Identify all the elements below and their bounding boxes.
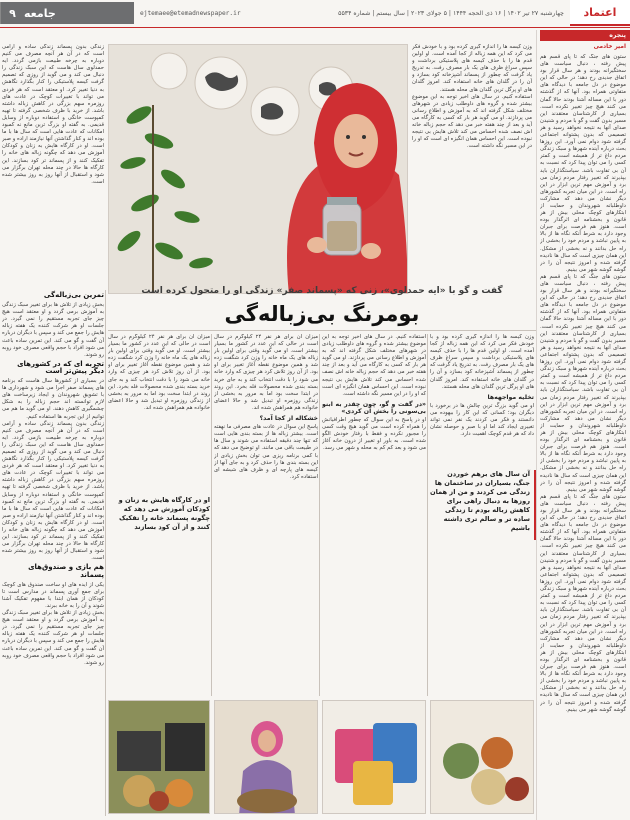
page-number: ۹ (0, 2, 24, 24)
article-headline[interactable]: بومرنگ بی‌زباله‌گی (224, 302, 420, 326)
pullquote-bar (534, 470, 536, 540)
pullquote-2: آن سال های برهم خوردن جنگ، بسیاران در ساختمان ها زندگی می کردند و من از همان روزها به دنبال راهی برای کاهش زباله بودم تا زندگی ساده تر و سالم تری داشته باشیم (430, 470, 530, 532)
logo-text: اعتماد (583, 5, 617, 19)
body-column-5 (2, 290, 104, 816)
intro-right-column (412, 44, 532, 284)
article-kicker: گفت و گو با «ایه حمدلوی»، زنی که «پسماند صفر» زندگی او را متحول کرده است (141, 286, 503, 296)
intro-text: زندگی بدون پسماند زندگی ساده و آرامی است که در آن هر آنچه مصرف می کنیم دوباره به چرخه طبیعت بازمی گردد. ایه حمدلوی سال هاست که این سبک زندگی را دنبال می کند و می گوید از روزی که تصمیم گرفت کیسه پلاستیکی را کنار بگذارد نگاهش به دنیا تغییر کرد. او معتقد است که هر فردی می تواند با تغییرات کوچک در عادت های روزمره سهم بزرگی در کاهش زباله داشته باشد. از خرید با ظرف شخصی گرفته تا تهیه کمپوست خانگی و استفاده دوباره از وسایل قدیمی. به گفته او بزرگ ترین مانع نه کمبود امکانات که عادت هایی است که سال ها با ما بوده اند و کنار گذاشتن آنها نیازمند اراده و صبر است. او در کارگاه هایش به زنان و کودکان آموزش می دهد که چگونه زباله های خانه را تفکیک کنند و از پسماند تر کود بسازند. این کارگاه ها حالا در چند محله تهران برگزار می شود و استقبال از آنها روز به روز بیشتر شده است. (2, 44, 104, 185)
subhead-where-from: خشکاله از کجا آمد؟ (259, 415, 318, 423)
feature-photo[interactable] (108, 44, 408, 294)
section-email[interactable]: ejtemaee@etemadnewspaper.ir (140, 9, 241, 17)
column-body (540, 54, 626, 814)
woman-compost-illustration (215, 701, 318, 814)
portrait-illustration (109, 45, 408, 294)
column-rule (427, 334, 428, 696)
subhead-conversation: «در گفت و گو، چون چقدر به ابنو بی‌سونی را بخش آن کردی» (322, 400, 426, 415)
body-column-1-text: وزن کیسه ها را اندازه گیری کرده بود و با خودش فکر می کرد که این همه زباله از کجا آمده است. او اولین قدم ها را با حذف کیسه های پلاستیکی برداشت و سپس سراغ ظرف های یک بار مصرف رفت. به تدریج یاد گرفت که چطور از پسماند آشپزخانه کود بسازد و آن را در گلدان های خانه استفاده کند. امروز گلدان های او پرگل ترین گلدان های محله هستند. (430, 334, 534, 390)
intro-column (2, 44, 104, 284)
body-column-2-text: استفاده کنیم. در سال های اخیر توجه به این موضوع بیشتر شده و گروه های داوطلب زیادی در شهرهای مختلف شکل گرفته اند که به آموزش و اطلاع رسانی می پردازند. او می گوید هر بار که کسی به کارگاه می آید و بعد از چند هفته خبر می دهد که حجم زباله خانه اش نصف شده احساس می کند تلاش هایش بی نتیجه نبوده است. این احساس همان انگیزه ای است که او را در این مسیر نگه داشته است. (322, 334, 426, 397)
photo-cloth-bags[interactable] (322, 700, 426, 814)
photo-compost-bins[interactable] (108, 700, 210, 814)
column-author: امیر خادمی (593, 44, 626, 50)
subhead-other-countries: تجربه ای که در کشورهای دیگر پیش‌تر است (17, 359, 104, 375)
header-rule (0, 27, 630, 28)
photo-glass-jars[interactable] (430, 700, 534, 814)
body-column-3-text-2: پاسخ این سوال در عادت های مصرفی ما نهفته است. بیشتر زباله ها از بسته بندی هایی است که تنها چند دقیقه استفاده می شوند و سال ها در طبیعت باقی می مانند. او توضیح می دهد که با کمی برنامه ریزی می توان بخش زیادی از این بسته بندی ها را حذف کرد و به جای آنها از کیسه های پارچه ای و ظرف های شیشه ای استفاده کرد. (214, 424, 318, 480)
compost-illustration (109, 701, 210, 814)
subhead-practice: تمرین بی‌زباله‌گی (43, 291, 104, 299)
body-column-5-text-3: زندگی بدون پسماند زندگی ساده و آرامی است که در آن هر آنچه مصرف می کنیم دوباره به چرخه طبیعت بازمی گردد. ایه حمدلوی سال هاست که این سبک زندگی را دنبال می کند و می گوید از روزی که تصمیم گرفت کیسه پلاستیکی را کنار بگذارد نگاهش به دنیا تغییر کرد. او معتقد است که هر فردی می تواند با تغییرات کوچک در عادت های روزمره سهم بزرگی در کاهش زباله داشته باشد. از خرید با ظرف شخصی گرفته تا تهیه کمپوست خانگی و استفاده دوباره از وسایل قدیمی. به گفته او بزرگ ترین مانع نه کمبود امکانات که عادت هایی است که سال ها با ما بوده اند و کنار گذاشتن آنها نیازمند اراده و صبر است. او در کارگاه هایش به زنان و کودکان آموزش می دهد که چگونه زباله های خانه را تفکیک کنند و از پسماند تر کود بسازند. این کارگاه ها حالا در چند محله تهران برگزار می شود و استقبال از آنها روز به روز بیشتر شده است. (2, 420, 104, 562)
intro-right-text-2: استفاده کنیم. در سال های اخیر توجه به این موضوع بیشتر شده و گروه های داوطلب زیادی در شهرهای مختلف شکل گرفته اند که به آموزش و اطلاع رسانی می پردازند. او می گوید هر بار که کسی به کارگاه می آید و بعد از چند هفته خبر می دهد که حجم زباله خانه اش نصف شده احساس می کند تلاش هایش بی نتیجه نبوده است. این احساس همان انگیزه ای است که او را در این مسیر نگه داشته است. (412, 93, 532, 150)
body-column-2-text-2: او در پاسخ به این سوال که چطور اطرافیانش را همراه کرده است می گوید هیچ وقت کسی را مجبور نکرده و فقط با رفتار خودش الگو شده است. به باور او تغییر از درون خانه آغاز می شود و بعد کم کم به محله و شهر می رسد. (322, 417, 426, 452)
body-column-5-text-5: بخش زیادی از تلاش ها برای تغییر سبک زندگی به آموزش برمی گردد و او معتقد است هیچ چیز جای تجربه مستقیم را نمی گیرد. در جلسات او هر شرکت کننده یک هفته زباله هایش را جمع می کند و سپس با دیگران درباره آن گفت و گو می کند. این تمرین ساده باعث می شود افراد با حجم واقعی مصرف خود روبه رو شوند. (2, 610, 104, 666)
page-header (0, 0, 630, 26)
pullquote-1: او در کارگاه هایش به زنان و کودکان آموزش می دهد که چگونه پسماند خانه را تفکیک کنند و از آن کود بسازند (118, 496, 210, 531)
body-column-5-text-4: یکی از ایده های او ساخت صندوق های کوچک برای جمع آوری پسماند در مدارس است تا کودکان از همان ابتدا با مفهوم تفکیک آشنا شوند و آن را به خانه ببرند. (2, 581, 104, 609)
newspaper-logo[interactable] (570, 0, 630, 26)
body-column-5-text-2: در بسیاری از کشورها سال هاست که برنامه های پسماند صفر اجرا می شود و شهرداری ها با تشویق شهروندان و ایجاد زیرساخت های لازم توانسته اند حجم زباله را به شکل چشمگیری کاهش دهند. او می گوید ما هم می توانیم از این تجربه ها استفاده کنیم. (2, 378, 104, 420)
intro-right-text: وزن کیسه ها را اندازه گیری کرده بود و با خودش فکر می کرد که این همه زباله از کجا آمده است. او اولین قدم ها را با حذف کیسه های پلاستیکی برداشت و سپس سراغ ظرف های یک بار مصرف رفت. به تدریج یاد گرفت که چطور از پسماند آشپزخانه کود بسازد و آن را در گلدان های خانه استفاده کند. امروز گلدان های او پرگل ترین گلدان های محله هستند. (412, 44, 532, 93)
column-rule (105, 290, 106, 816)
body-column-5-text: بخش زیادی از تلاش ها برای تغییر سبک زندگی به آموزش برمی گردد و او معتقد است هیچ چیز جای تجربه مستقیم را نمی گیرد. در جلسات او هر شرکت کننده یک هفته زباله هایش را جمع می کند و سپس با دیگران درباره آن گفت و گو می کند. این تمرین ساده باعث می شود افراد با حجم واقعی مصرف خود روبه رو شوند. (2, 302, 104, 358)
headline-rule (108, 330, 536, 331)
body-column-4-text: میزان آن برای هر نفر ۲۴ کیلوگرم در سال است در حالی که این عدد در کشور ما بسیار بیشتر است. او می گوید وقتی برای اولین بار زباله های یک ماه خانه را وزن کرد شگفت زده شد و همین موضوع نقطه آغاز تغییر برای او بود. از آن روز تلاش کرد هر چیزی که وارد خانه می شود را با دقت انتخاب کند و به جای خرید بسته بندی شده محصولات فله بخرد. این روند در ابتدا سخت بود اما به مرور به بخشی از زندگی روزمره او تبدیل شد و حالا اعضای خانواده هم همراهش شده اند. (108, 334, 210, 411)
body-column-3 (214, 334, 318, 696)
section-title: جامعه (24, 2, 134, 24)
column-text-cont: ستون های جنگ که تا پای قسم هم پیش رفته ، دنبال سیاست های سختگیرانه بودند و هر سال قرار بود اتفاق جدیدی رخ دهد؛ در حالی که این موضوع در دل جامعه با دیدگاه های متفاوتی همراه بود. آنها که از گذشته دور با این مساله آشنا بودند حالا گمان می کنند هیچ چیز تغییر نکرده است. بسیاری از کارشناسان معتقدند این مسیر بدون گفت و گو با مردم و شنیدن صدای آنها به نتیجه نخواهد رسید و هر تصمیمی که بدون پشتوانه اجتماعی گرفته شود دوام نمی آورد. این روزها بحث درباره آینده شهرها و سبک زندگی مردم داغ تر از همیشه است و کمتر کسی را می توان پیدا کرد که نسبت به آن بی تفاوت باشد. سیاستگذاران باید بپذیرند که تغییر رفتار مردم زمان می برد و آموزش مهم ترین ابزار در این راه است. در این میان تجربه کشورهای دیگر نشان می دهد که مشارکت داوطلبانه شهروندان و حمایت از ابتکارهای کوچک محلی بیش از هر قانون و بخشنامه ای اثرگذار بوده است. هنوز هم فرصت برای جبران وجود دارد به شرط آنکه نگاه ها از بالا به پایین نباشد و مردم خود را بخشی از راه حل بدانند و نه بخشی از مشکل. این همان چیزی است که سال ها نادیده گرفته شده و امروز نتیجه آن را در گوشه گوشه شهر می بینیم. (540, 273, 626, 493)
photo-woman-compost[interactable] (214, 700, 318, 814)
subhead-waste-boxes: هم بازی و صندوق‌های پسماند (28, 563, 104, 579)
body-column-3-text: میزان آن برای هر نفر ۲۴ کیلوگرم در سال است در حالی که این عدد در کشور ما بسیار بیشتر است. او می گوید وقتی برای اولین بار زباله های یک ماه خانه را وزن کرد شگفت زده شد و همین موضوع نقطه آغاز تغییر برای او بود. از آن روز تلاش کرد هر چیزی که وارد خانه می شود را با دقت انتخاب کند و به جای خرید بسته بندی شده محصولات فله بخرد. این روند در ابتدا سخت بود اما به مرور به بخشی از زندگی روزمره او تبدیل شد و حالا اعضای خانواده هم همراهش شده اند. (214, 334, 318, 411)
body-column-2 (322, 334, 426, 696)
subhead-confrontations: تخلیه مواجهه‌ها (487, 393, 534, 401)
date-line: چهارشنبه ۲۷ تیر ۱۴۰۲ | ۱۶ ذی الحجه ۱۴۴۴ | ۵ جولای ۲۰۲۳ | سال بیستم | شماره ۵۵۳۴ (338, 9, 564, 17)
column-rule (319, 334, 320, 696)
body-column-1-text-2: او می گوید بزرگ ترین چالش ها در برخورد با دیگران بود؛ کسانی که این کار را بیهوده می دانستند و فکر می کردند یک نفر نمی تواند تغییری ایجاد کند اما او با صبر و حوصله نشان داد که هر قدم کوچک اهمیت دارد. (430, 402, 534, 438)
column-text: ستون های جنگ که تا پای قسم هم پیش رفته ، دنبال سیاست های سختگیرانه بودند و هر سال قرار بود اتفاق جدیدی رخ دهد؛ در حالی که این موضوع در دل جامعه با دیدگاه های متفاوتی همراه بود. آنها که از گذشته دور با این مساله آشنا بودند حالا گمان می کنند هیچ چیز تغییر نکرده است. بسیاری از کارشناسان معتقدند این مسیر بدون گفت و گو با مردم و شنیدن صدای آنها به نتیجه نخواهد رسید و هر تصمیمی که بدون پشتوانه اجتماعی گرفته شود دوام نمی آورد. این روزها بحث درباره آینده شهرها و سبک زندگی مردم داغ تر از همیشه است و کمتر کسی را می توان پیدا کرد که نسبت به آن بی تفاوت باشد. سیاستگذاران باید بپذیرند که تغییر رفتار مردم زمان می برد و آموزش مهم ترین ابزار در این راه است. در این میان تجربه کشورهای دیگر نشان می دهد که مشارکت داوطلبانه شهروندان و حمایت از ابتکارهای کوچک محلی بیش از هر قانون و بخشنامه ای اثرگذار بوده است. هنوز هم فرصت برای جبران وجود دارد به شرط آنکه نگاه ها از بالا به پایین نباشد و مردم خود را بخشی از راه حل بدانند و نه بخشی از مشکل. این همان چیزی است که سال ها نادیده گرفته شده و امروز نتیجه آن را در گوشه گوشه شهر می بینیم. (540, 54, 626, 273)
column-text-cont2: ستون های جنگ که تا پای قسم هم پیش رفته ، دنبال سیاست های سختگیرانه بودند و هر سال قرار بود اتفاق جدیدی رخ دهد؛ در حالی که این موضوع در دل جامعه با دیدگاه های متفاوتی همراه بود. آنها که از گذشته دور با این مساله آشنا بودند حالا گمان می کنند هیچ چیز تغییر نکرده است. بسیاری از کارشناسان معتقدند این مسیر بدون گفت و گو با مردم و شنیدن صدای آنها به نتیجه نخواهد رسید و هر تصمیمی که بدون پشتوانه اجتماعی گرفته شود دوام نمی آورد. این روزها بحث درباره آینده شهرها و سبک زندگی مردم داغ تر از همیشه است و کمتر کسی را می توان پیدا کرد که نسبت به آن بی تفاوت باشد. سیاستگذاران باید بپذیرند که تغییر رفتار مردم زمان می برد و آموزش مهم ترین ابزار در این راه است. در این میان تجربه کشورهای دیگر نشان می دهد که مشارکت داوطلبانه شهروندان و حمایت از ابتکارهای کوچک محلی بیش از هر قانون و بخشنامه ای اثرگذار بوده است. هنوز هم فرصت برای جبران وجود دارد به شرط آنکه نگاه ها از بالا به پایین نباشد و مردم خود را بخشی از راه حل بدانند و نه بخشی از مشکل. این همان چیزی است که سال ها نادیده گرفته شده و امروز نتیجه آن را در گوشه گوشه شهر می بینیم. (540, 493, 626, 713)
jars-illustration (431, 701, 534, 814)
column-rule (211, 334, 212, 696)
cloth-bags-illustration (323, 701, 426, 814)
column-tag: پنجره (540, 30, 630, 41)
